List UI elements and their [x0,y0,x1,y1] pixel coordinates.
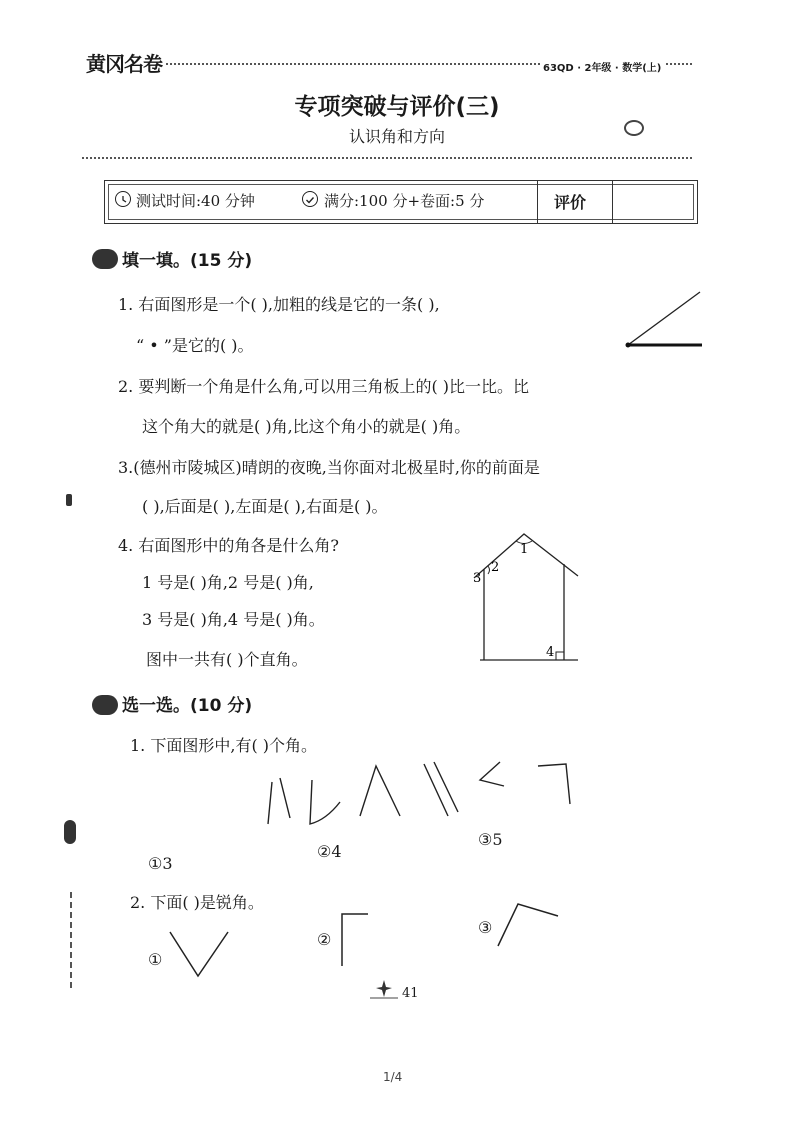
test-time: 测试时间:40 分钟 [136,192,255,210]
binding-hole [64,820,76,844]
binding-mark [66,494,72,506]
q1-line1: 1. 右面图形是一个( ),加粗的线是它的一条( ), [118,295,440,314]
section-1-title: 填一填。(15 分) [122,251,253,271]
publisher-logo: 黄冈名卷 [82,48,166,77]
q2-line2: 这个角大的就是( )角,比这个角小的就是( )角。 [142,417,471,436]
shapes-figure [260,758,600,830]
page-title: 专项突破与评价(三) [294,94,500,120]
star-icon [370,978,400,1000]
s2-q2: 2. 下面( )是锐角。 [130,893,264,912]
q3-line1: 3.(德州市陵城区)晴朗的夜晚,当你面对北极星时,你的前面是 [118,458,540,477]
s2-q1: 1. 下面图形中,有( )个角。 [130,736,318,755]
series-label: 63QD · 2年级 · 数学(上) [540,59,664,74]
q4-line4: 图中一共有( )个直角。 [146,650,308,669]
s2-q2-label-3: ③ [478,918,493,937]
section-badge-1 [92,249,118,269]
section-2-title: 选一选。(10 分) [122,696,253,716]
section-badge-2 [92,695,118,715]
q1-line2: “ • ”是它的( )。 [136,336,254,355]
full-score: 满分:100 分+卷面:5 分 [324,192,485,210]
clock-icon [115,191,131,207]
s2-q2-label-1: ① [148,950,163,969]
s2-q1-option-2: ②4 [317,842,342,861]
house-label-4: 4 [546,645,555,660]
acute-angle-1 [168,928,232,982]
s2-q1-option-1: ①3 [148,854,173,873]
q4-line1: 4. 右面图形中的角各是什么角? [118,536,339,555]
obtuse-angle-3 [494,900,562,952]
binding-dashes [70,892,78,988]
eval-label: 评价 [554,193,587,212]
s2-q2-label-2: ② [317,930,332,949]
right-angle-2 [334,910,374,970]
house-figure [466,526,584,666]
check-icon [302,191,318,207]
s2-q1-option-3: ③5 [478,830,503,849]
page-subtitle: 认识角和方向 [348,127,445,146]
house-label-1: 1 [520,542,529,557]
angle-figure [620,288,704,350]
house-label-2: 2 [491,560,500,575]
q4-line3: 3 号是( )角,4 号是( )角。 [142,610,325,629]
pager-indicator: 1/4 [383,1070,403,1084]
house-label-3: 3 [473,571,482,586]
decoration-icon [624,120,644,136]
q2-line1: 2. 要判断一个角是什么角,可以用三角板上的( )比一比。比 [118,377,530,396]
q4-line2: 1 号是( )角,2 号是( )角, [142,573,314,592]
page-number: 41 [402,986,419,1001]
q3-line2: ( ),后面是( ),左面是( ),右面是( )。 [142,497,388,516]
